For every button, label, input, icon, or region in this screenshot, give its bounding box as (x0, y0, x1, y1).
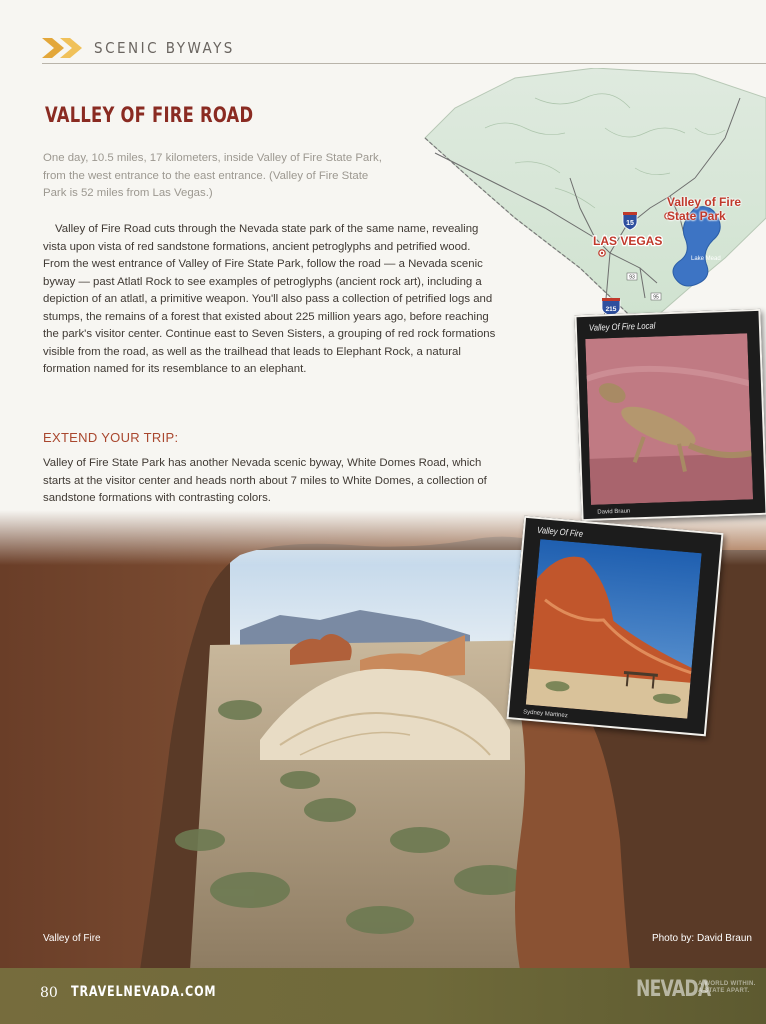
article-body: Valley of Fire Road cuts through the Nevada state park of the same name, revealing vista upon vista of red sandstone formations, ancient petroglyphs and petrified wood. From the west entrance of Valley of Fire State Park, follow the road — a Nevada scenic byway — past Atlatl Rock to see examples of petroglyphs (ancient rock art), including a depiction of an atlatl, a primitive weapon. You'll also pass a collection of petrified logs and stumps, the remains of a forest that existed about 225 million years ago, before reaching the park's visitor center. Continue east to Seven Sisters, a grouping of red rock formations visible from the road, as well as the trailhead that leads to Elephant Rock, a natural formation named for its resemblance to an elephant. (43, 223, 496, 375)
site-url[interactable]: TRAVELNEVADA.COM (71, 984, 217, 1000)
extend-trip-body: Valley of Fire State Park has another Nevada scenic byway, White Domes Road, which starts at the visitor center and heads north about 7 miles to White Domes, a collection of sandstone formations with contrasting colors. (43, 457, 487, 504)
article-title: VALLEY OF FIRE ROAD (45, 103, 254, 127)
page-number: 80 (40, 985, 58, 1001)
lizard-photo-title: Valley Of Fire Local (588, 320, 656, 333)
lake-label: Lake Mead (691, 256, 721, 262)
las-vegas-label: LAS VEGAS (593, 234, 663, 248)
route-95-marker: 95 (653, 294, 659, 301)
red-rock-photo-credit: Sydney Martinez (522, 709, 568, 720)
park-label: Valley of Fire State Park (667, 195, 742, 223)
red-rock-photo-title: Valley Of Fire (536, 524, 584, 539)
trip-summary: One day, 10.5 miles, 17 kilometers, inside Valley of Fire State Park, from the west entrance to the east entrance. (Valley of Fire State Park is 52 miles from Las Vegas.) (43, 152, 382, 199)
hero-credit: Photo by: David Braun (651, 933, 752, 944)
route-93-marker: 93 (629, 274, 635, 281)
nevada-tagline: A WORLD WITHIN. A STATE APART. (698, 981, 756, 994)
section-header (42, 36, 235, 60)
header-rule (42, 63, 766, 64)
lizard-photo-credit: David Braun (597, 508, 631, 516)
svg-text:15: 15 (626, 220, 634, 227)
interstate-15-shield (623, 212, 637, 230)
extend-trip-heading: EXTEND YOUR TRIP: (43, 430, 179, 445)
svg-text:215: 215 (605, 306, 617, 313)
double-chevron-icon (42, 36, 88, 60)
lizard-photo (585, 333, 753, 505)
red-rock-photo (526, 539, 702, 718)
section-label: SCENIC BYWAYS (94, 39, 235, 57)
red-rock-photo-card (506, 516, 723, 737)
lizard-photo-card (574, 309, 766, 521)
nevada-wordmark: NEVADA (636, 977, 711, 1002)
nevada-logo (636, 975, 760, 1009)
hero-caption: Valley of Fire (43, 933, 101, 944)
